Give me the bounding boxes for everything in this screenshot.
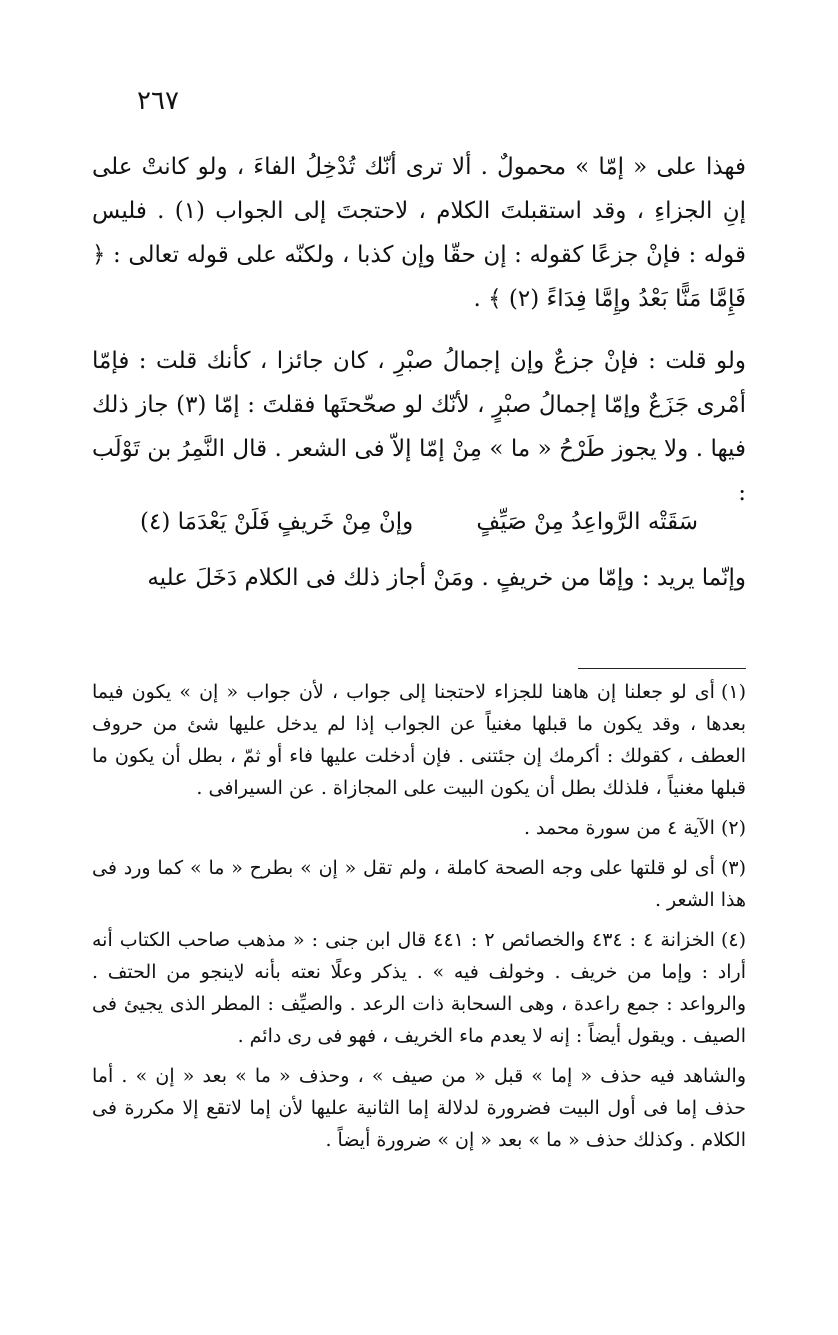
footnotes [92, 676, 746, 1164]
verse-second-hemistich: وإنْ مِنْ خَريفٍ فَلَنْ يَعْدَمَا (٤) [140, 509, 414, 535]
footnote-text: والشاهد فيه حذف « إما » قبل « من صيف » ، وحذف « ما » بعد « إن » . أما حذف إما فى أول البيت فضرورة لدلالة إما الثانية عليها لأن إما لاتقع إلا مكررة فى الكلام . وكذلك حذف « ما » بعد « إن » ضرورة أيضاً . [92, 1065, 746, 1151]
paragraph-1: فهذا على « إمّا » محمولٌ . ألا ترى أنّك تُدْخِلُ الفاءَ ، ولو كانتْ على إنِ الجزاءِ ، وقد استقبلتَ الكلام ، لاحتجتَ إلى الجواب (١) . فليس قوله : فإنْ جزعًا كقوله : إن حقّا وإن كذبا ، ولكنّه على قوله تعالى : ﴿ فَإِمَّا مَنًّا بَعْدُ وإِمَّا فِدَاءً (٢) ﴾ . [92, 154, 746, 312]
footnote-number: (١) [720, 681, 746, 703]
footnote-4 [92, 924, 746, 1052]
main-text [92, 145, 746, 515]
footnote-number: (٤) [720, 929, 747, 951]
footnote-text: أى لو جعلنا إن هاهنا للجزاء لاحتجنا إلى جواب ، لأن جواب « إن » يكون فيما بعدها ، وقد يكون ما قبلها مغنياً عن الجواب إذا لم يدخل عليها شئ من حروف العطف ، كقولك : أكرمك إن جئتنى . فإن أدخلت عليها فاء أو ثمّ ، بطل أن يكون ما قبلها مغنياً ، فلذلك بطل أن يكون البيت على المجازاة . عن السيرافى . [92, 681, 746, 799]
footnote-number: (٣) [720, 857, 746, 879]
footnote-number: (٢) [720, 817, 746, 839]
footnote-separator [578, 668, 746, 669]
page-number: ٢٦٧ [137, 86, 179, 116]
footnote-text: الخزانة ٤ : ٤٣٤ والخصائص ٢ : ٤٤١ قال ابن جنى : « مذهب صاحب الكتاب أنه أراد : وإما من خريف . وخولف فيه » . يذكر وعلًا نعته بأنه لاينجو من الحتف . والرواعد : جمع راعدة ، وهى السحابة ذات الرعد . والصيِّف : المطر الذى يجيئ فى الصيف . ويقول أيضاً : إنه لا يعدم ماء الخريف ، فهو فى رى دائم . [92, 929, 746, 1047]
footnote-1 [92, 676, 746, 804]
footnote-3 [92, 852, 746, 916]
footnote-text: أى لو قلتها على وجه الصحة كاملة ، ولم تقل « إن » بطرح « ما » كما ورد فى هذا الشعر . [92, 857, 746, 911]
poem-verse [140, 500, 698, 544]
paragraph-3: وإنّما يريد : وإمّا من خريفٍ . ومَنْ أجاز ذلك فى الكلام دَخَلَ عليه [147, 565, 746, 591]
paragraph-2: ولو قلت : فإنْ جزعٌ وإن إجمالُ صبْرِ ، كان جائزا ، كأنك قلت : فإمّا أمْرى جَزَعٌ وإمّا إجمالُ صبْرٍ ، لأنّك لو صحّحتَها فقلتَ : إمّا (٣) جاز ذلك فيها . ولا يجوز طَرْحُ « ما » مِنْ إمّا إلاّ فى الشعر . قال النَّمِرُ بن تَوْلَب : [92, 348, 747, 506]
footnote-2 [92, 812, 746, 844]
footnote-4-continuation [92, 1060, 746, 1156]
footnote-text: الآية ٤ من سورة محمد . [523, 817, 715, 839]
verse-first-hemistich: سَقَتْه الرَّواعِدُ مِنْ صَيِّفٍ [476, 509, 698, 535]
